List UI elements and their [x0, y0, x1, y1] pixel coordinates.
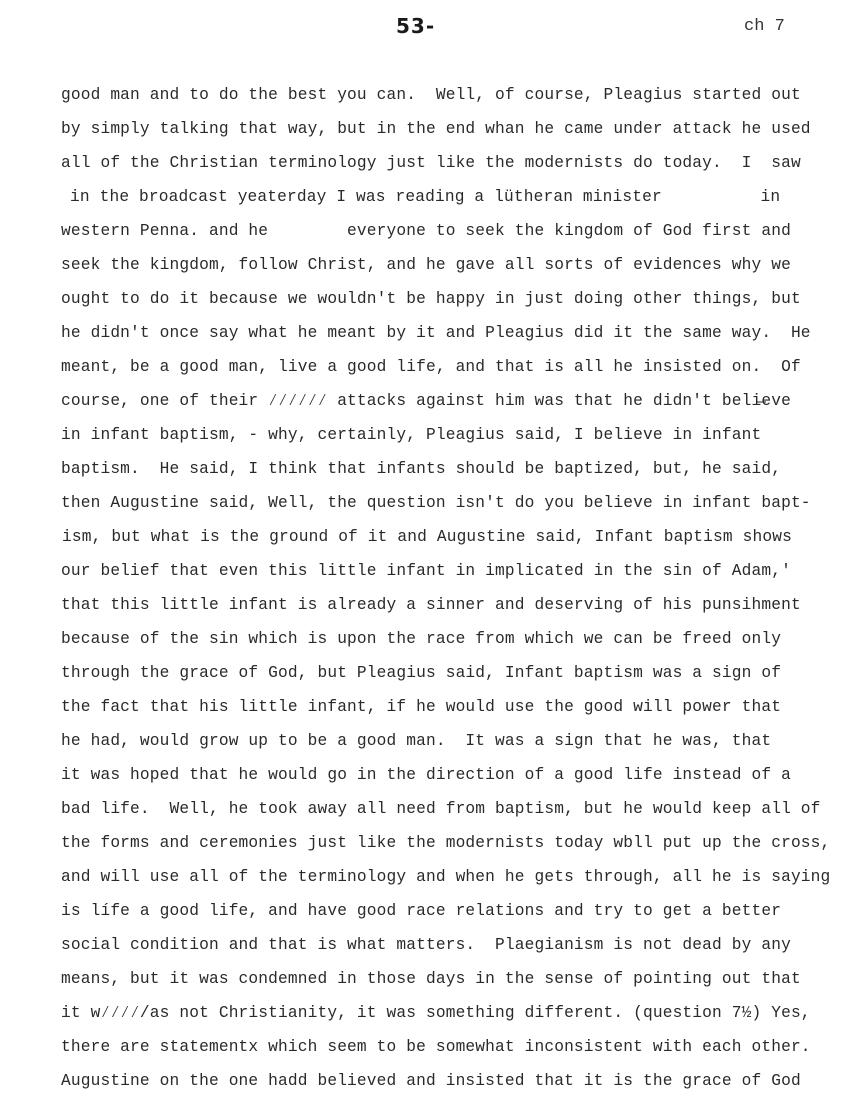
- text-line: the forms and ceremonies just like the modernists today wbll put up the cross,: [61, 834, 831, 852]
- text-line: western Penna. and he everyone to seek the kingdom of God first and: [61, 222, 791, 240]
- body-text: [61, 84, 851, 1104]
- text-line: he had, would grow up to be a good man. It was a sign that he was, that: [61, 732, 772, 750]
- text-line: social condition and that is what matters. Plaegianism is not dead by any: [61, 936, 791, 954]
- text-line: meant, be a good man, live a good life, and that is all he insisted on. Of: [61, 358, 801, 376]
- text-line: good man and to do the best you can. Well, of course, Pleagius started out: [61, 86, 801, 104]
- text-line: means, but it was condemned in those days in the sense of pointing out that: [61, 970, 801, 988]
- text-line: because of the sin which is upon the race from which we can be freed only: [61, 630, 782, 648]
- text-line: ought to do it because we wouldn't be happy in just doing other things, but: [61, 290, 801, 308]
- text-line: is lífe a good life, and have good race relations and try to get a better: [61, 902, 782, 920]
- text-line: in the broadcast yeaterday I was reading a lütheran minister in: [70, 188, 781, 206]
- text-line: Augustine on the one hadd believed and insisted that it is the grace of God: [61, 1072, 801, 1090]
- text-line: bad life. Well, he took away all need from baptism, but he would keep all of: [61, 800, 821, 818]
- chapter-label: ch 7: [744, 17, 785, 36]
- text-line: our belief that even this little infant in implicated in the sin of Adam,': [61, 562, 791, 580]
- text-line: it w⁄⁄⁄⁄/as not Christianity, it was something different. (question 7½) Yes,: [61, 1004, 811, 1022]
- text-line: that this little infant is already a sinner and deserving of his punsihment: [61, 596, 801, 614]
- text-line: then Augustine said, Well, the question isn't do you believe in infant bapt-: [61, 494, 811, 512]
- text-line: in infant baptism, - why, certainly, Pleagius said, I believe in infant: [61, 426, 762, 444]
- text-line: the fact that his little infant, if he would use the good will power that: [61, 698, 782, 716]
- text-line: and will use all of the terminology and when he gets through, all he is saying: [61, 868, 831, 886]
- text-line: there are statementx which seem to be somewhat inconsistent with each other.: [61, 1038, 811, 1056]
- text-line: ism, but what is the ground of it and Augustine said, Infant baptism shows: [62, 528, 792, 546]
- text-line: all of the Christian terminology just like the modernists do today. I saw: [61, 154, 801, 172]
- text-line: it was hoped that he would go in the direction of a good life instead of a: [61, 766, 791, 784]
- text-line: course, one of their ⁄⁄⁄⁄⁄⁄ attacks against him was that he didn't beli̶eve: [61, 392, 791, 410]
- text-line: by simply talking that way, but in the end whan he came under attack he used: [61, 120, 811, 138]
- page-number: 53-: [396, 14, 436, 38]
- text-line: seek the kingdom, follow Christ, and he gave all sorts of evidences why we: [61, 256, 791, 274]
- text-line: he didn't once say what he meant by it and Pleagius did it the same way. He: [61, 324, 811, 342]
- text-line: baptism. He said, I think that infants should be baptized, but, he said,: [61, 460, 782, 478]
- text-line: through the grace of God, but Pleagius said, Infant baptism was a sign of: [61, 664, 782, 682]
